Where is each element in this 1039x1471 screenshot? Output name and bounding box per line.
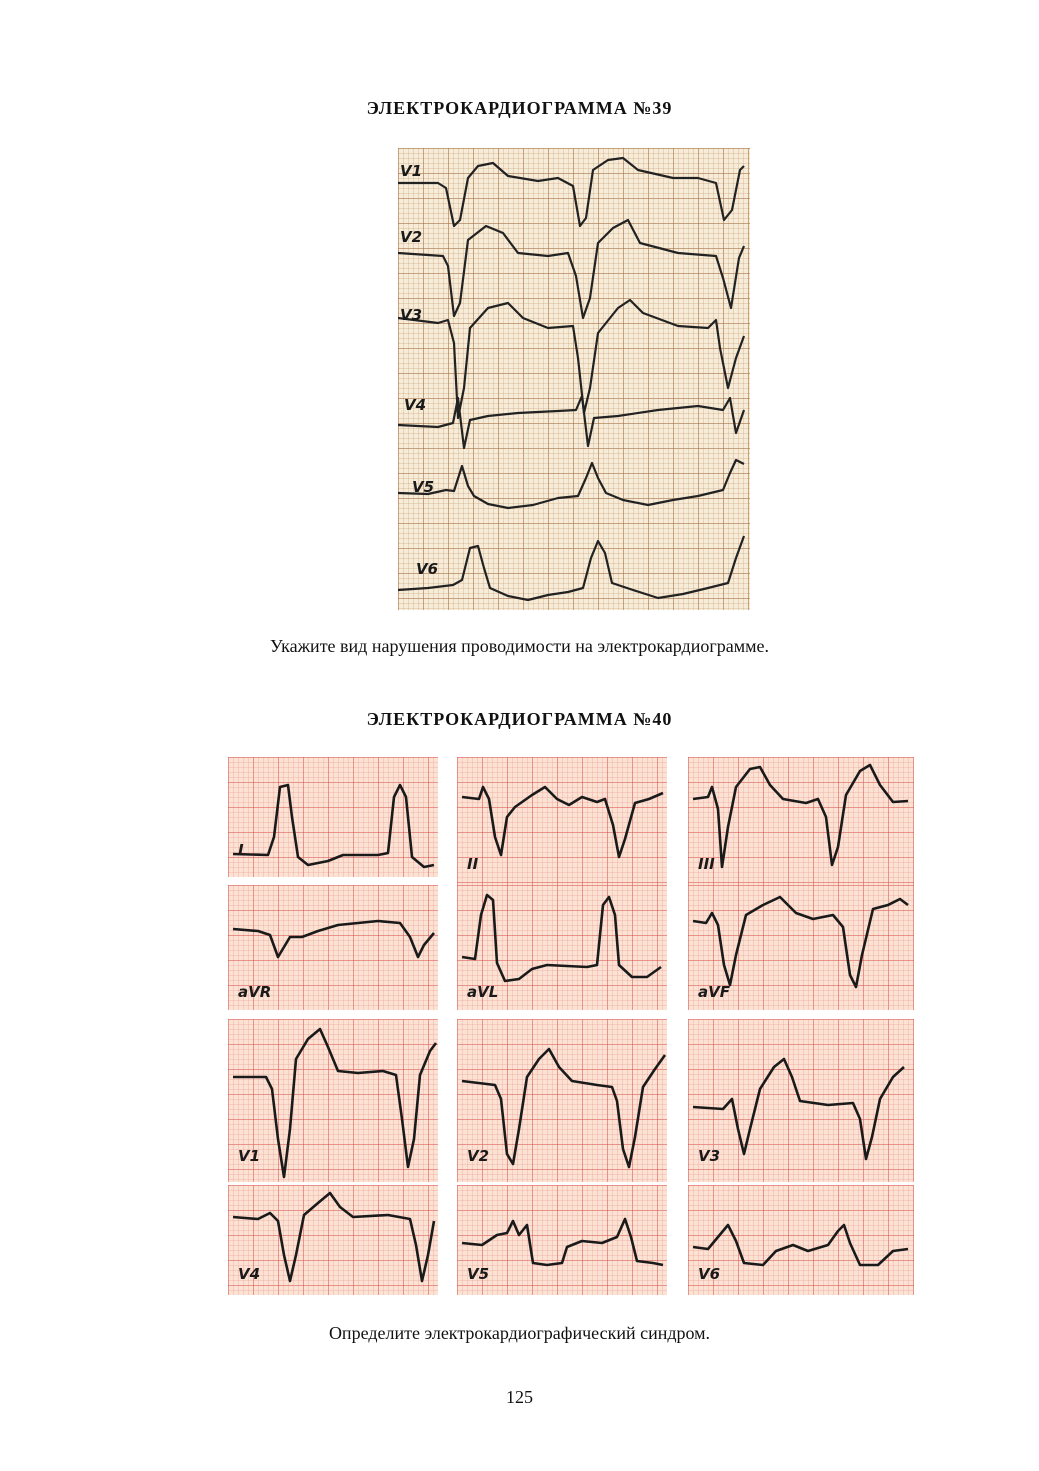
ecg-40-lead-label: V1 [238,1147,261,1165]
ecg-39-lead-label: V6 [416,560,439,578]
ecg-39-trace-v2 [398,220,744,318]
ecg-40-panel-v2 [457,1019,667,1182]
ecg-39-trace-v6 [398,536,744,600]
ecg-40-lead-label: V4 [238,1265,261,1283]
ecg-40-lead-label: II [467,855,479,873]
ecg-40-panel-v3 [688,1019,914,1182]
ecg-40-title: ЭЛЕКТРОКАРДИОГРАММА №40 [366,709,673,729]
ecg-39-trace-v1 [398,158,744,226]
ecg-40-lead-label: V5 [467,1265,490,1283]
ecg-40-grid [228,757,916,1300]
ecg-40-lead-label: V2 [467,1147,490,1165]
ecg-40-lead-label: aVR [238,983,272,1001]
ecg-39-trace-v3 [398,300,744,418]
ecg-39-trace-v5 [398,460,744,508]
ecg-39-lead-label: V5 [412,478,435,496]
ecg-40-panel-i [228,757,438,877]
ecg-39-lead-label: V1 [400,162,423,180]
ecg-39-strip [398,148,750,610]
ecg-40-panel-avf [688,885,914,1010]
ecg-39-lead-label: V4 [404,396,427,414]
page-number: 125 [506,1387,533,1407]
ecg-40-lead-label: I [238,841,244,859]
ecg-40-panel-v4 [228,1185,438,1295]
ecg-40-panel-v1 [228,1019,438,1182]
ecg-40-lead-label: V6 [698,1265,721,1283]
ecg-40-lead-label: aVL [467,983,499,1001]
ecg-39-trace-v4 [398,396,744,448]
ecg-40-question: Определите электрокардиографический синдром. [328,1323,711,1343]
ecg-39-lead-label: V2 [400,228,423,246]
ecg-40-lead-label: aVF [698,983,730,1001]
ecg-40-lead-label: V3 [698,1147,721,1165]
ecg-39-question: Укажите вид нарушения проводимости на электрокардиограмме. [270,636,769,656]
ecg-40-panel-ii [457,757,667,885]
ecg-39-lead-label: V3 [400,306,423,324]
ecg-39-traces [398,148,750,610]
ecg-40-lead-label: III [698,855,715,873]
ecg-40-panel-avr [228,885,438,1010]
ecg-40-panel-avl [457,885,667,1010]
ecg-40-panel-v5 [457,1185,667,1295]
ecg-39-title: ЭЛЕКТРОКАРДИОГРАММА №39 [366,98,673,118]
ecg-40-panel-v6 [688,1185,914,1295]
ecg-40-panel-iii [688,757,914,885]
